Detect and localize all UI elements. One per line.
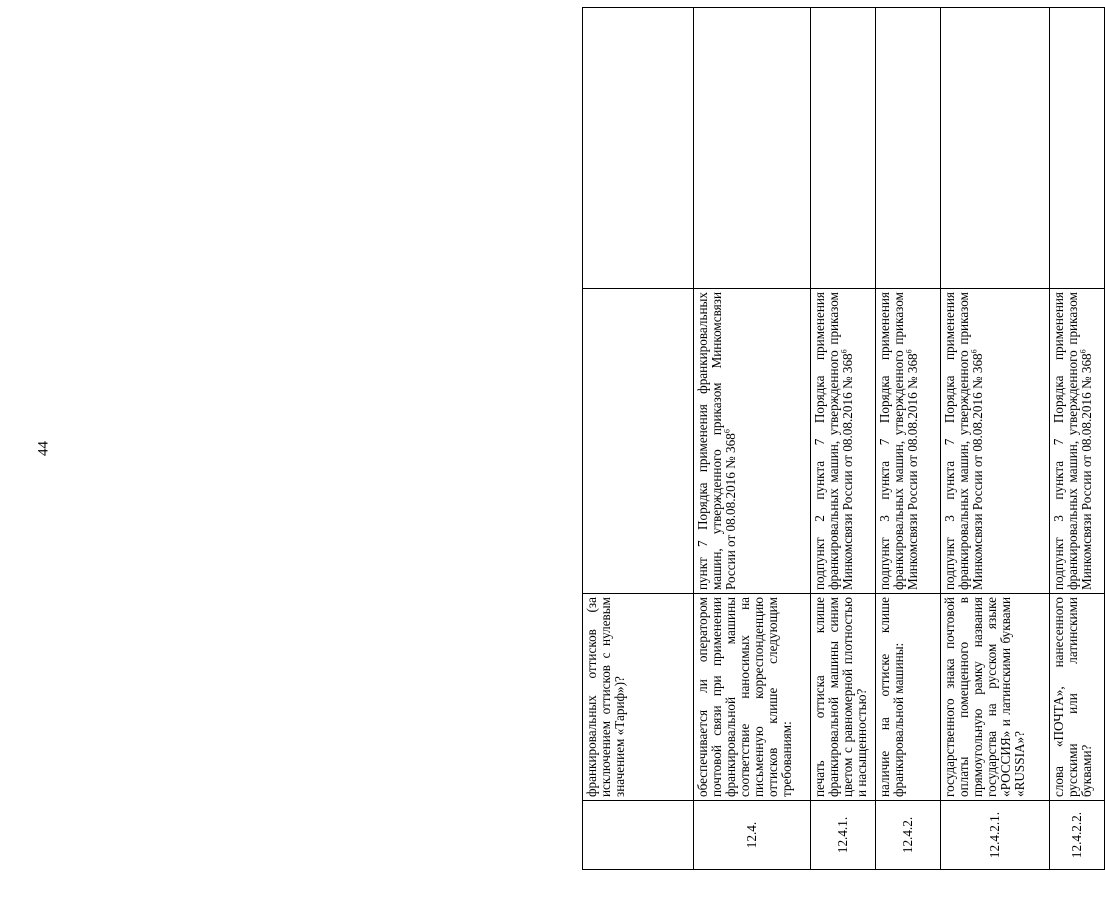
question-text: обеспечивается ли оператором почтовой связи при применении франкировальной машины соответствие наносимых на письменную корреспонденцию оттисков клише следующим требованиям: [694,594,811,801]
table-row [694,8,811,870]
table-row [941,8,1050,870]
answer-cell [1050,8,1105,289]
table-row [1050,8,1105,870]
answer-cell [694,8,811,289]
legal-reference: подпункт 3 пункта 7 Порядка применения франкировальных машин, утвержденного приказом Минкомсвязи России от 08.08.2016 № $368^6$ [941,289,1050,594]
legal-reference [583,289,694,594]
item-number [583,801,694,870]
answer-cell [583,8,694,289]
inspection-checklist-table [582,7,1105,870]
table-row [811,8,876,870]
question-text: печать оттиска клише франкировальной машины синим цветом с равномерной плотностью и насыщенностью? [811,594,876,801]
answer-cell [811,8,876,289]
question-text: франкировальных оттисков (за исключением оттисков с нулевым значением «Тариф»)? [583,594,694,801]
legal-reference: пункт 7 Порядка применения франкировальных машин, утвержденного приказом Минкомсвязи России от 08.08.2016 № $368^6$ [694,289,811,594]
item-number: 12.4.2. [876,801,941,870]
page-number: 44 [35,441,52,456]
question-text: слова «ПОЧТА», нанесенного русскими или латинскими буквами? [1050,594,1105,801]
item-number: 12.4. [694,801,811,870]
answer-cell [941,8,1050,289]
item-number: 12.4.2.1. [941,801,1050,870]
question-text: наличие на оттиске клише франкировальной машины: [876,594,941,801]
item-number: 12.4.1. [811,801,876,870]
item-number: 12.4.2.2. [1050,801,1105,870]
answer-cell [876,8,941,289]
rotated-table-container [582,36,1094,870]
legal-reference: подпункт 2 пункта 7 Порядка применения франкировальных машин, утвержденного приказом Минкомсвязи России от 08.08.2016 № $368^6$ [811,289,876,594]
table-row [876,8,941,870]
question-text: государственного знака почтовой оплаты помещенного в прямоугольную рамку названия государства на русском языке «РОССИЯ» и латинскими буквами «RUSSIA»? [941,594,1050,801]
legal-reference: подпункт 3 пункта 7 Порядка применения франкировальных машин, утвержденного приказом Минкомсвязи России от 08.08.2016 № $368^6$ [1050,289,1105,594]
legal-reference: подпункт 3 пункта 7 Порядка применения франкировальных машин, утвержденного приказом Минкомсвязи России от 08.08.2016 № $368^6$ [876,289,941,594]
table-row [583,8,694,870]
